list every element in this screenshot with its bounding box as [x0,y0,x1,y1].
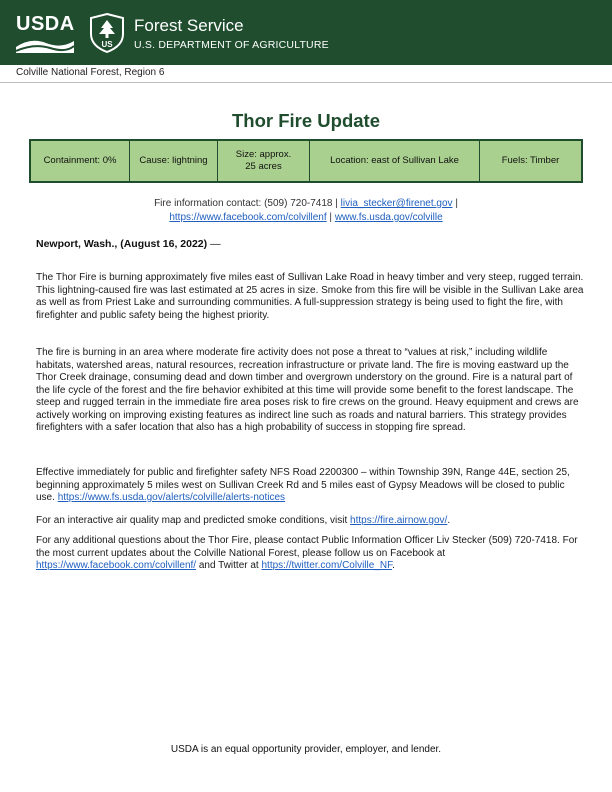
location-cell: Location: east of Sullivan Lake [310,141,480,181]
contact-email-link[interactable]: livia_stecker@firenet.gov [340,198,453,209]
dateline [36,238,221,250]
usda-logo[interactable] [16,13,76,53]
forest-service-shield-icon [88,12,126,54]
fuels-cell: Fuels: Timber [501,155,560,166]
usda-logo-text: USDA [16,13,75,35]
air-quality-end: . [447,515,451,526]
shield-text: US [101,40,113,49]
contact-separator: | [455,198,458,209]
header-underline [0,62,612,65]
contact-follow-end: . [392,560,395,571]
header-banner [0,0,612,62]
fire-contact-info [0,197,612,225]
contact-separator: | [329,212,333,223]
paragraph-contact-follow [36,535,584,573]
agency-name: Forest Service [134,16,244,35]
paragraph-fire-behavior: The fire is burning in an area where moderate fire activity does not pose a threat to “values at risk,” including wildlife habitats, watershed areas, natural resources, recreation infrastructure or private land. The fire is moving eastward up the Thor Creek drainage, consuming dead and down timber and overgrown understory on the ground. Fire is a natural part of the life cycle of the forest and the fire behavior exhibited at this time will provide some benefit to the forest landscape. The steep and rugged terrain in the immediate fire area poses risk to fire crews on the ground. Heavy equipment and crews are actively working on improving existing features as indirect line such as roads and natural barriers. This strategy provides firefighters with a safer location that also has a high probability of success in stopping fire spread. [36,347,579,433]
alerts-notices-link[interactable]: https://www.fs.usda.gov/alerts/colville/alerts-notices [57,492,286,503]
fire-facts-table [29,139,583,183]
contact-label: Fire information contact: (509) 720-7418 | [154,198,338,209]
paragraph-road-closure [36,467,584,505]
paragraph-air-quality [36,515,584,528]
size-cell [218,141,310,181]
paragraph-fire-overview: The Thor Fire is burning approximately five miles east of Sullivan Lake Road in heavy timber and very steep, rugged terrain. This lightning-caused fire was last estimated at 25 acres in size. Smoke from this fire will be visible in the Sullivan Lake area as well as from Priest Lake and surrounding communities. A full-suppression strategy is being used to fight the fire, with firefighter and public safety being the highest priority. [36,272,584,321]
road-closure-text: Effective immediately for public and firefighter safety NFS Road 2200300 – within Township 39N, Range 44E, section 25, beginning approximately 5 miles west on Sullivan Creek Rd and 5 miles east of Gypsy Meadows will be closed to public use. [36,467,570,503]
containment-cell: Containment: 0% [31,141,130,181]
size-line-2: 25 acres [245,161,282,172]
department-name: U.S. DEPARTMENT OF AGRICULTURE [134,39,329,51]
twitter-link[interactable]: https://twitter.com/Colville_NF [261,560,393,571]
airnow-link[interactable]: https://fire.airnow.gov/ [350,515,448,526]
contact-facebook-link[interactable]: https://www.facebook.com/colvillenf [169,212,327,223]
contact-follow-text: For any additional questions about the Thor Fire, please contact Public Information Officer Liv Stecker (509) 720-7418. For the most current updates about the Colville National Forest, please follow us on Facebook at [36,535,578,559]
header-divider [0,82,612,83]
page-title: Thor Fire Update [231,110,380,131]
contact-follow-mid: and Twitter at [198,560,259,571]
contact-website-link[interactable]: www.fs.usda.gov/colville [334,212,443,223]
usda-swoosh-icon [16,37,74,53]
forest-name: Colville National Forest, Region 6 [16,67,165,78]
air-quality-text: For an interactive air quality map and predicted smoke conditions, visit [36,515,348,526]
dateline-dash: — [210,238,221,250]
cause-cell: Cause: lightning [130,141,218,181]
size-line-1: Size: approx. [235,149,292,160]
footer-equal-opportunity: USDA is an equal opportunity provider, employer, and lender. [170,744,442,755]
dateline-place-date: Newport, Wash., (August 16, 2022) [36,238,208,250]
facebook-link[interactable]: https://www.facebook.com/colvillenf/ [36,560,197,571]
